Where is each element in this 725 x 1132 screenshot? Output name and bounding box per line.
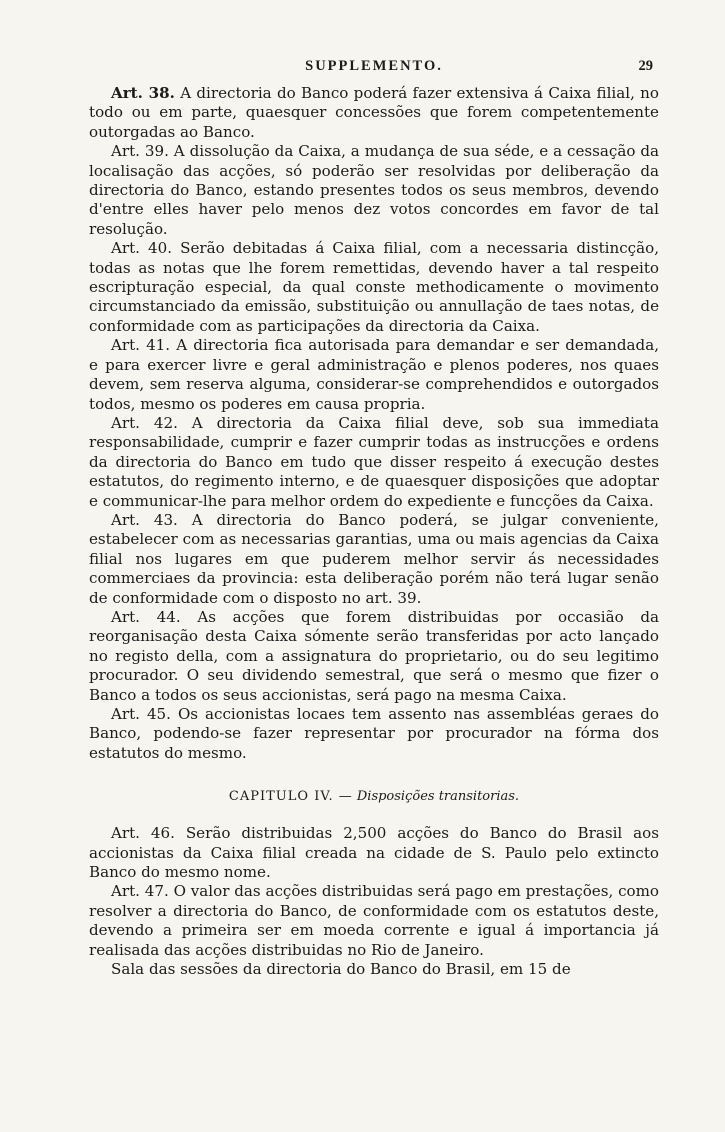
transitory-article-list [89, 824, 659, 979]
article-45 [89, 705, 659, 763]
article-43 [89, 511, 659, 608]
article-46 [89, 824, 659, 882]
article-label: Art. 42. [111, 413, 178, 432]
article-44 [89, 608, 659, 705]
chapter-number: CAPITULO IV. — [228, 789, 353, 805]
article-label: Art. 38. [111, 84, 175, 102]
article-text: Serão distribuidas 2,500 acções do Banco do Brasil aos accionistas da Caixa filial creada na cidade de S. Paulo pelo extincto Banco do mesmo nome. [89, 824, 659, 882]
article-text: A directoria do Banco poderá fazer extensiva á Caixa filial, no todo ou em parte, quaesquer concessões que forem competentemente outorgadas ao Banco. [89, 84, 659, 141]
article-label: Art. 40. [111, 239, 173, 258]
page-header [89, 58, 659, 84]
article-text: A dissolução da Caixa, a mudança de sua séde, e a cessação da localisação das acções, só poderão ser resolvidas por deliberação da directoria do Banco, estando presentes todos os seus membros, devendo d'entre elles haver pelo menos dez votos concordes em favor de tal resolução. [89, 142, 659, 238]
article-text: A directoria do Banco poderá, se julgar conveniente, estabelecer com as necessarias garantias, uma ou mais agencias da Caixa filial nos lugares em que puderem melhor servir ás necessidades commerciaes da provincia: esta deliberação porém não terá lugar senão de conformidade com o disposto no art. 39. [89, 510, 659, 607]
article-label: Art. 41. [111, 336, 171, 355]
running-title: SUPPLEMENTO. [305, 58, 443, 74]
article-label: Art. 47. [111, 882, 169, 901]
article-label: Art. 46. [111, 824, 175, 843]
article-text: A directoria da Caixa filial deve, sob sua immediata responsabilidade, cumprir e fazer cumprir todas as instrucções e ordens da directoria do Banco em tudo que disser respeito á execução destes estatutos, do regimento interno, e de quaesquer disposições que adoptar e communicar-lhe para melhor ordem do expediente e funcções da Caixa. [89, 413, 659, 510]
article-text: A directoria fica autorisada para demandar e ser demandada, e para exercer livre e geral administração e plenos poderes, nos quaes devem, sem reserva alguma, considerar-se comprehendidos e outorgados todos, mesmo os poderes em causa propria. [89, 336, 659, 413]
article-47 [89, 882, 659, 960]
article-label: Art. 45. [111, 705, 171, 723]
chapter-heading [89, 789, 659, 804]
chapter-title: Disposições transitorias. [356, 789, 520, 805]
page-number: 29 [638, 58, 653, 74]
article-text: Serão debitadas á Caixa filial, com a necessaria distincção, todas as notas que lhe forem remettidas, devendo haver a tal respeito escripturação especial, da qual conste methodicamente o movimento circumstanciado da emissão, substituição ou annullação de taes notas, de conformidade com as participações da directoria da Caixa. [89, 239, 659, 335]
article-list [89, 84, 659, 763]
article-42 [89, 414, 659, 511]
closing-line: Sala das sessões da directoria do Banco do Brasil, em 15 de [111, 960, 571, 979]
article-40 [89, 239, 659, 336]
article-39 [89, 142, 659, 239]
article-text: As acções que forem distribuidas por occasião da reorganisação desta Caixa sómente serão transferidas por acto lançado no registo della, com a assignatura do proprietario, ou do seu legitimo procurador. O seu dividendo semestral, que será o mesmo que fizer o Banco a todos os seus accionistas, será pago na mesma Caixa. [89, 607, 659, 704]
article-38 [89, 84, 659, 142]
article-label: Art. 39. [111, 142, 169, 161]
article-label: Art. 44. [111, 607, 181, 626]
article-label: Art. 43. [111, 510, 178, 529]
article-41 [89, 336, 659, 414]
article-text: Os accionistas locaes tem assento nas assembléas geraes do Banco, podendo-se fazer representar por procurador na fórma dos estatutos do mesmo. [89, 705, 659, 762]
article-text: O valor das acções distribuidas será pago em prestações, como resolver a directoria do Banco, de conformidade com os estatutos deste, devendo a primeira ser em moeda corrente e igual á importancia já realisada das acções distribuidas no Rio de Janeiro. [89, 882, 660, 959]
